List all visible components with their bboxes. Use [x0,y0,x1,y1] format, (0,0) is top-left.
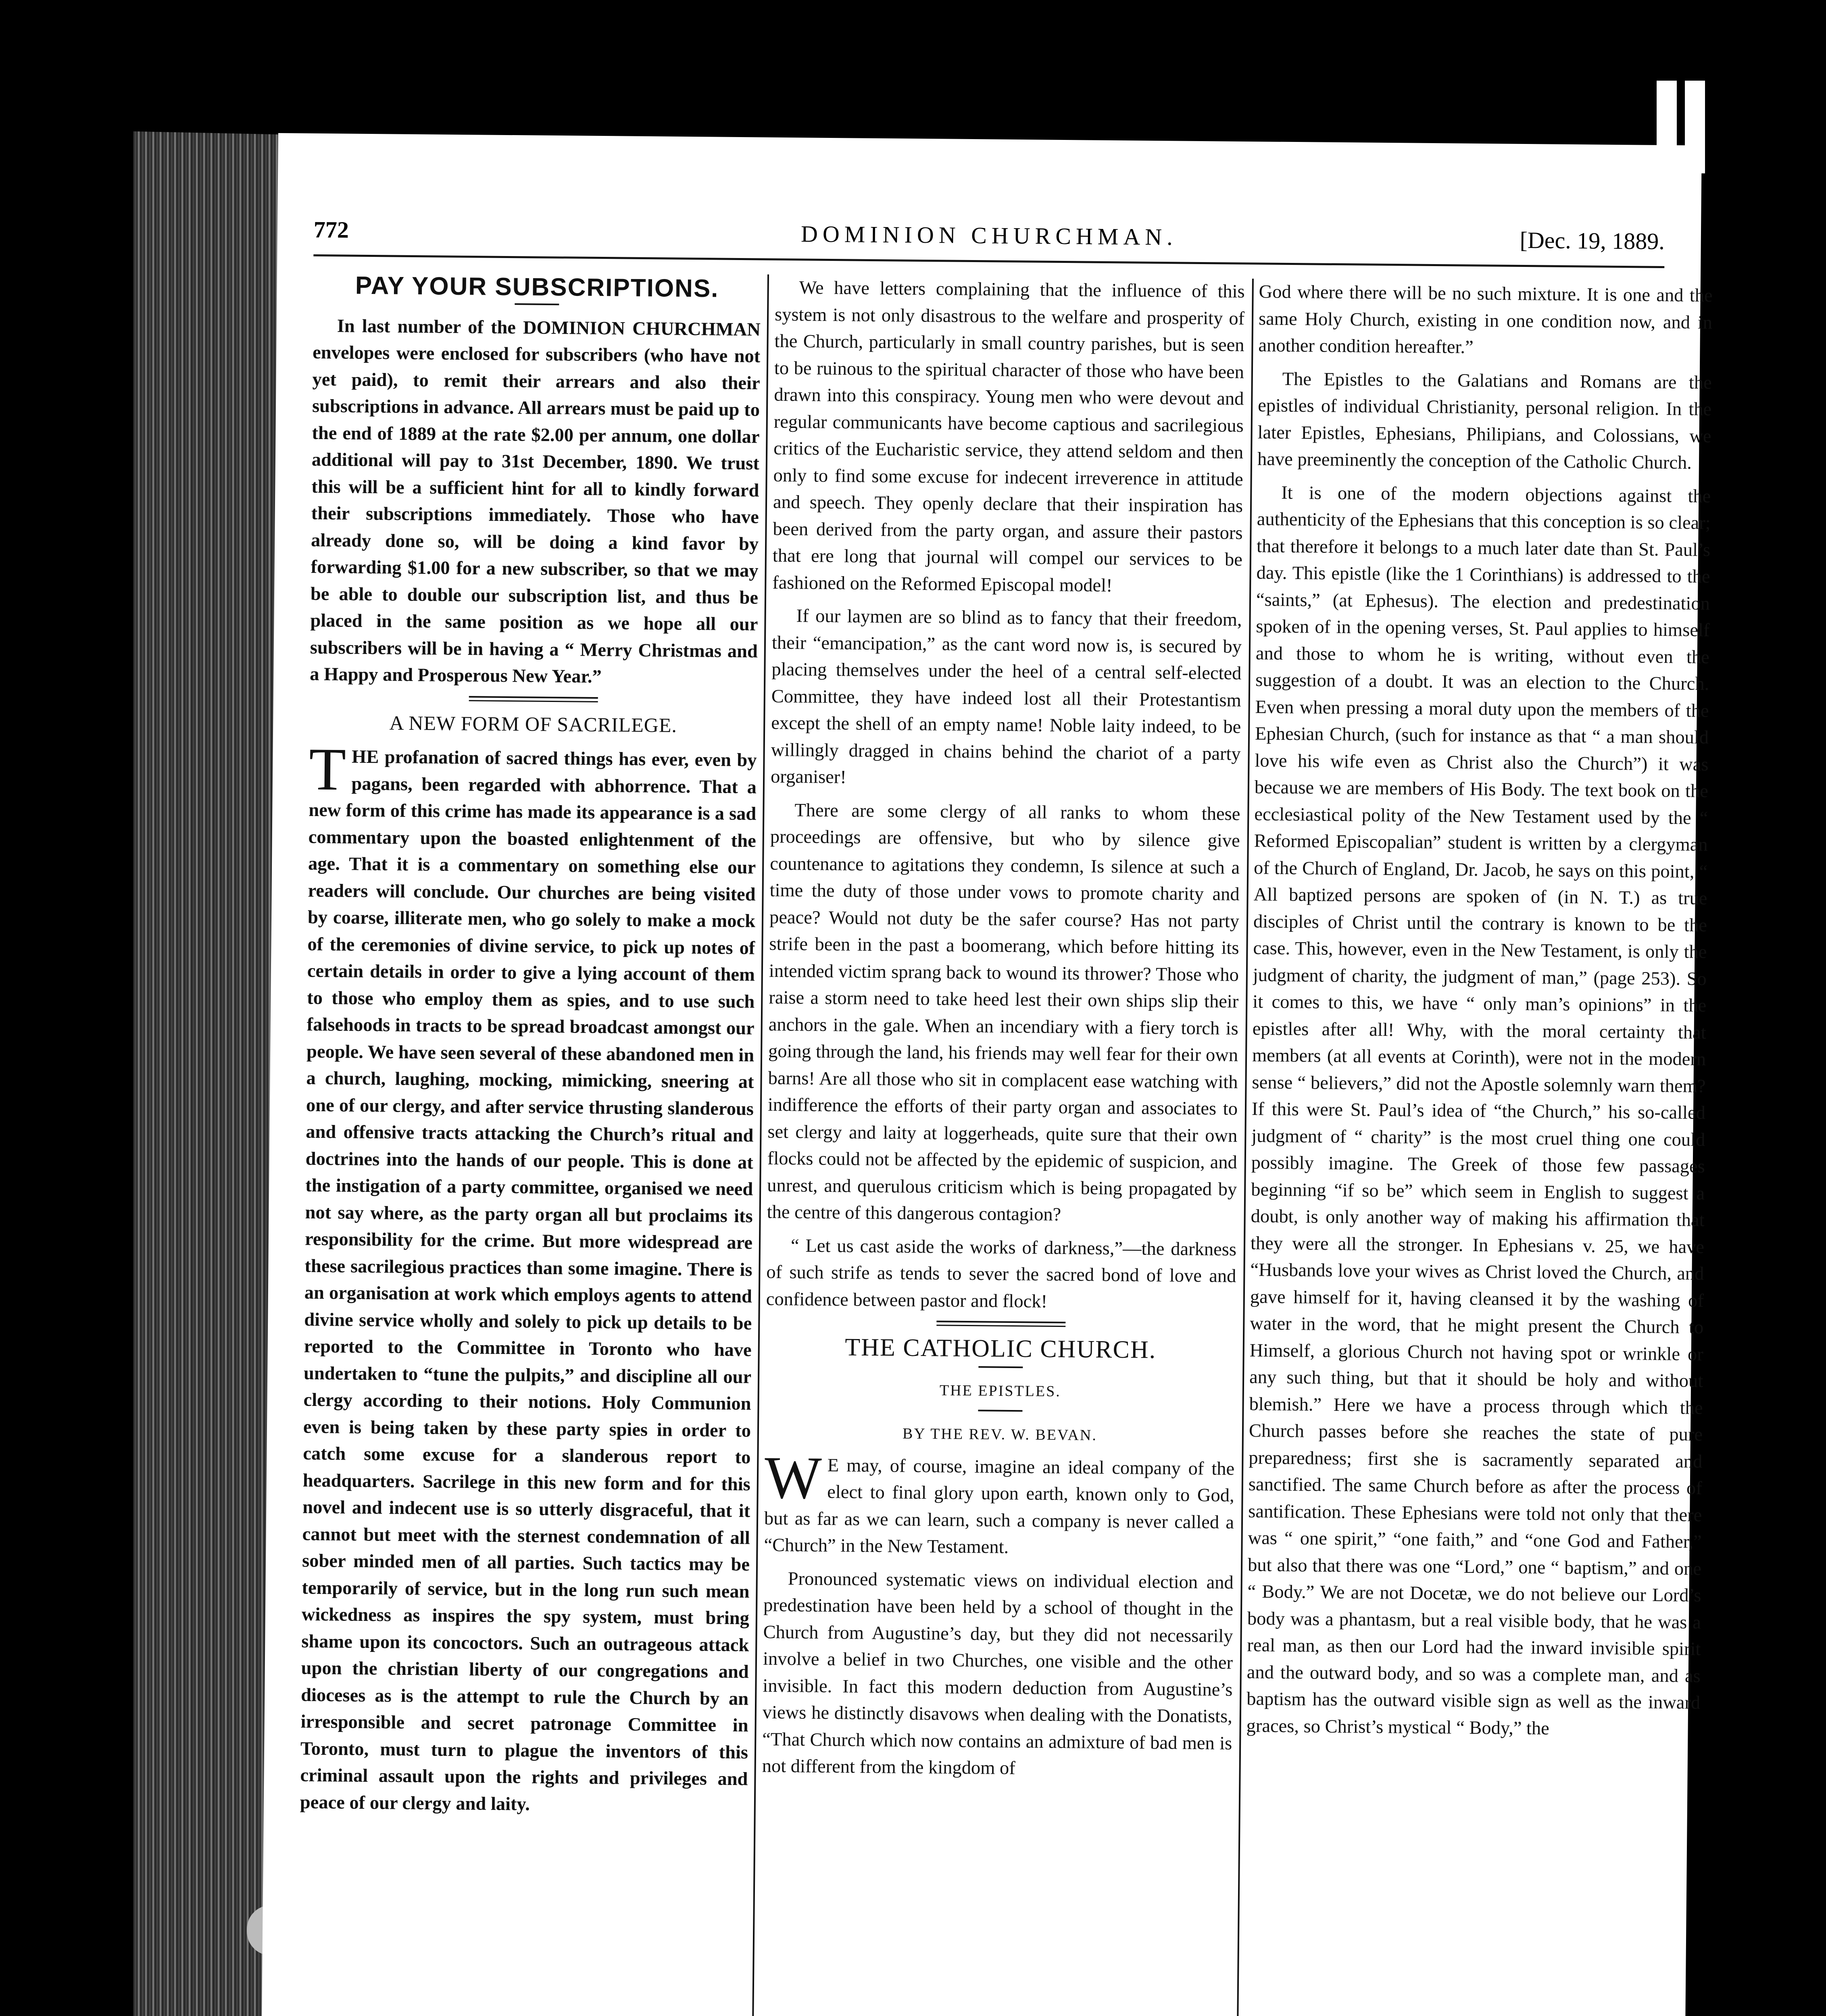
article-paragraph: “ Let us cast aside the works of darkness,”—the darkness of such strife as tends to sever the sacred bond of love and confidence between pastor and flock! [766,1235,1237,1312]
divider [978,1366,1023,1368]
article-heading: THE CATHOLIC CHURCH. [844,1333,1157,1364]
article-paragraph: Pronounced systematic views on individual election and predestination have been held by a school of thought in the Church from Augustine’s day, but they did not necessarily involve a belief in two Churches, one visible and the other invisible. In fact this modern deduction from Augustine’s views he distinctly disavows when dealing with the Donatists, “That Church which now contains an admixture of bad men is not different from the kingdom of [762,1568,1234,1779]
paragraph-text: E may, of course, imagine an ideal company of the elect to final glory upon earth, known only to God, but as far as we can learn, such a company is never called a “Church” in the New Testament. [764,1455,1235,1558]
article-heading: PAY YOUR SUBSCRIPTIONS. [355,271,719,303]
article-paragraph: If our laymen are so blind as to fancy that their freedom, their “emancipation,” as the cant word now is, is secured by placing themselves under the heel of a central self-elected Committee, they have indeed lost all their Protestantism except the shell of an empty name! Noble laity indeed, to be willingly dragged in chains behind the chariot of a party organiser! [770,606,1242,788]
column-2 [759,275,1245,2016]
article-paragraph: There are some clergy of all ranks to whom these proceedings are offensive, but who by silence give countenance to agitations they condemn, Is silence at such a time the duty of those under vows to promote charity and peace? Would not duty be the safer course? Has not party strife been in the past a boomerang, which before hitting its intended victim sprang back to wound its thrower? Those who raise a storm need to take heed lest their own ships slip their anchors in the gale. When an incendiary with a fiery torch is going through the land, his friends may well fear for their own barns! Are all those who sit in complacent ease watching with indifference the efforts of their party organ and associates to set clergy and laity at loggerheads, quite sure that their own flocks could not be affected by the epidemic of suspicion, and unrest, and querulous criticism which is being propagated by the centre of this dangerous contagion? [767,800,1240,1225]
article-paragraph [300,735,757,1820]
article-paragraph: In last number of the DOMINION CHURCHMAN envelopes were enclosed for subscribers (who have not yet paid), to remit their arrears and also their subscriptions in advance. All arrears must be paid up to the end of 1889 at the rate $2.00 per annum, one dollar additional will pay to 31st December, 1890. We trust this will be a sufficient hint for all to kindly forward their subscriptions immediately. Those who have already done so, will be doing a kind favor by forwarding $1.00 for a new subscriber, so that we may be able to double our subscription list, and thus be placed in the same position as we hope all our subscribers will be in having a “ Merry Christmas and a Happy and Prosperous New Year.” [310,315,761,687]
column-1 [297,271,761,2016]
double-divider [469,696,598,702]
article-subheading: THE EPISTLES. [939,1381,1061,1400]
article-paragraph [764,1444,1235,1563]
newspaper-page [260,133,1713,2016]
divider [978,1410,1022,1412]
article-paragraph: We have letters complaining that the influence of this system is not only disastrous to the welfare and prosperity of the Church, particularly in small country parishes, but is seen to be ruinous to the spiritual character of those who have been drawn into this conspiracy. Young men who were devout and regular communicants have become captious and sacrilegious critics of the Eucharistic service, they attend seldom and then only to find some excuse for indecent irreverence in attitude and speech. They openly declare that their inspiration has been derived from the party organ, and assure their pastors that ere long that journal will compel our services to be fashioned on the Reformed Episcopal model! [772,277,1245,596]
article-heading: A NEW FORM OF SACRILEGE. [389,711,677,737]
paragraph-text: HE profanation of sacred things has ever, even by pagans, been regarded with abhorrence. That a new form of this crime has made its appearance is a sad commentary upon the boasted enlightenment of the age. That it is a commentary on something else our readers will conclude. Our churches are being visited by coarse, illiterate men, who go solely to make a mock of the ceremonies of divine service, to pick up notes of certain details in order to give a lying account of them to those who employ them as spies, and to use such falsehoods in tracts to be spread broadcast amongst our people. We have seen several of these abandoned men in a church, laughing, mocking, mimicking, sneering at one of our clergy, and after service thrusting slanderous and offensive tracts attacking the Church’s ritual and doctrines into the hands of our people. This is done at the instigation of a party committee, organised we need not say where, as the party organ all but proclaims its responsibility for the crime. But more widespread are these sacrilegious practices than some imagine. There is an organisation at work which employs agents to attend divine service wholly and solely to pick up details to be reported to the Committee in Toronto who have undertaken to “tune the pulpits,” and discipline all our clergy according to their notions. Holy Communion even is being taken by these party spies in order to catch some excuse for a slanderous report to headquarters. Sacrilege in this new form and for this novel and indecent use is so utterly disgraceful, that it cannot but meet with the sternest condemnation of all sober minded men of all parties. Such tactics may be temporarily of service, but in the long run such mean wickedness as inspires the spy system, must bring shame upon its concoctors. Such an outrageous attack upon the christian liberty of our congregations and dioceses as is the attempt to rule the Church by an irresponsible and secret patronage Committee in Toronto, must turn to plague the inventors of this criminal assault upon the rights and privileges and peace of our clergy and laity. [300,746,757,1815]
drop-cap: T [309,735,346,803]
issue-date: [Dec. 19, 1889. [1520,227,1665,255]
article-paragraph: It is one of the modern objections against the authenticity of the Ephesians that this conception is so clear; that therefore it belongs to a much later date than St. Paul’s day. This epistle (like the 1 Corinthians) is addressed to the “saints,” (at Ephesus). The election and predestination spoken of in the opening verses, St. Paul applies to himself and those to whom he is writing, without even the suggestion of a doubt. It was an election to the Church. Even when pressing a moral duty upon the members of the Ephesian Church, (such for instance as that “ a man should love his wife even as Christ also the Church”) it was because we are members of His Body. The text book on the ecclesiastical polity of the New Testament used by the “ Reformed Episcopalian” student is written by a clergyman of the Church of England, Dr. Jacob, he says on this point, “ All baptized persons are spoken of (in N. T.) as true disciples of Christ until the contrary is known to be the case. This, however, even in the New Testament, is only the judgment of charity, the judgment of man,” (page 253). So it comes to this, we have “ only man’s opinions” in the epistles after all! Why, with the moral certainty that members (at all events at Corinth), were not in the modern sense “ believers,” did not the Apostle solemnly warn them? If this were St. Paul’s idea of “the Church,” his so-called judgment of “ charity” is the most cruel thing one could possibly imagine. The Greek of those few passages beginning “if so be” which seem in English to suggest a doubt, is only another way of making his affirmation that they were all the stronger. In Ephesians v. 25, we have “Husbands love your wives as Christ loved the Church, and gave himself for it, having cleansed it by the washing of water in the word, that he might present the Church to Himself, a glorious Church not having spot or wrinkle or any such thing, but that it should be holy and without blemish.” Here we have a process through which the Church passes before she reaches the state of pure preparedness; first she is sacramently separated and sanctified. The same Church before as after the process of santification. These Ephesians were told not only that there was “ one spirit,” “one faith,” and “one God and Father,” but also that there was one “Lord,” one “ baptism,” and one “ Body.” We are not Docetæ, we do not believe our Lord’s body was a phantasm, but a real visible body, that he was a real man, as then our Lord had the inward invisible spirit and the outward body, and so was a complete man, and as baptism has the outward visible sign as well as the inward graces, so Christ’s mystical “ Body,” the [1246,482,1711,1739]
column-3 [1243,279,1713,2016]
double-divider [936,1320,1065,1327]
drop-cap: W [764,1444,822,1512]
article-paragraph: God where there will be no such mixture. It is one and the same Holy Church, existing in one condition now, and in another condition hereafter.” [1258,281,1713,358]
divider [515,303,559,305]
page-number: 772 [313,216,349,243]
article-paragraph: The Epistles to the Galatians and Romans are the epistles of individual Christianity, personal religion. In the later Epistles, Ephesians, Philipians, and Colossians, we have preeminently the conception of the Catholic Church. [1257,369,1712,473]
publication-title: DOMINION CHURCHMAN. [800,221,1178,250]
article-byline: BY THE REV. W. BEVAN. [902,1425,1097,1444]
